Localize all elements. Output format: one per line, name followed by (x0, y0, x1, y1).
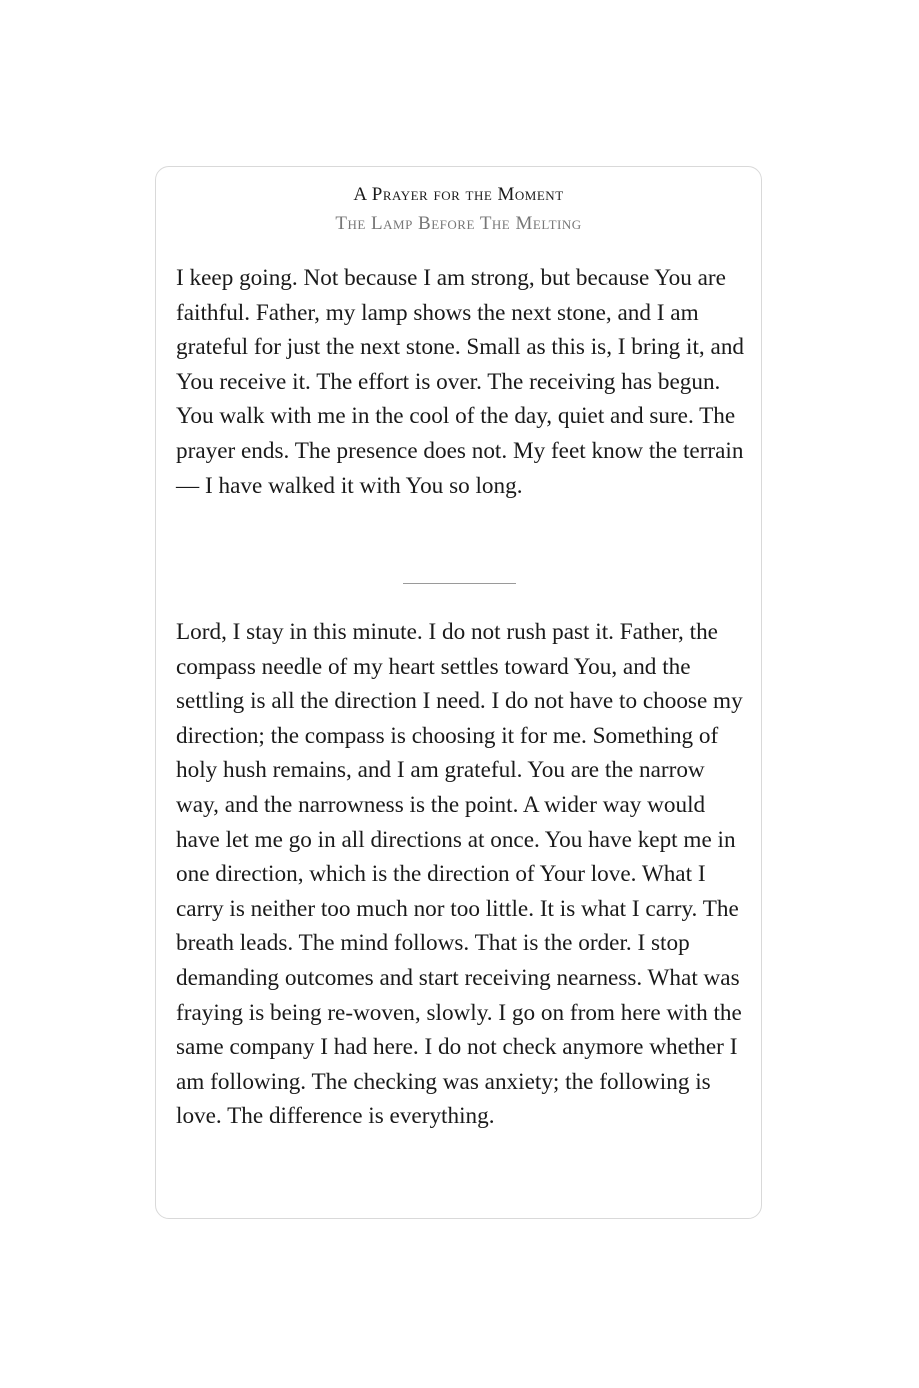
prayer-paragraph-1: I keep going. Not because I am strong, but because You are faithful. Father, my lamp shows the next stone, and I am grateful for just the next stone. Small as this is, I bring it, and You receive it. The effort is over. The receiving has begun. You walk with me in the cool of the day, quiet and sure. The prayer ends. The presence does not. My feet know the terrain — I have walked it with You so long. (176, 265, 745, 499)
section-divider (403, 583, 516, 584)
card-subtitle: The Lamp Before The Melting (335, 213, 582, 234)
card-title: A Prayer for the Moment (353, 184, 564, 205)
prayer-card (155, 166, 762, 1219)
prayer-paragraph-2: Lord, I stay in this minute. I do not rush past it. Father, the compass needle of my heart settles toward You, and the settling is all the direction I need. I do not have to choose my direction; the compass is choosing it for me. Something of holy hush remains, and I am grateful. You are the narrow way, and the narrowness is the point. A wider way would have let me go in all directions at once. You have kept me in one direction, which is the direction of Your love. What I carry is neither too much nor too little. It is what I carry. The breath leads. The mind follows. That is the order. I stop demanding outcomes and start receiving nearness. What was fraying is being re-woven, slowly. I go on from here with the same company I had here. I do not check anymore whether I am following. The checking was anxiety; the following is love. The difference is everything. (176, 619, 743, 1130)
